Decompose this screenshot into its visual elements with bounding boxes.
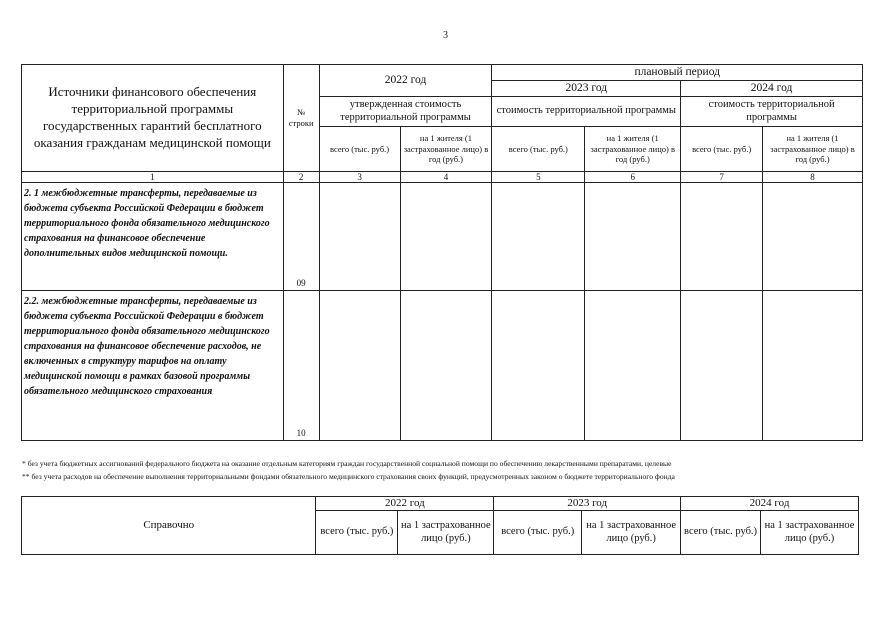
value-cell bbox=[681, 291, 763, 441]
row-number-header: № строки bbox=[283, 65, 319, 172]
ref-year-2022: 2022 год bbox=[316, 497, 494, 511]
total-header-2023: всего (тыс. руб.) bbox=[492, 127, 585, 172]
row-description: 2. 1 межбюджетные трансферты, передаваемые из бюджета субъекта Российской Федерации в бюджет территориального фонда обязательного медицинского страхования на финансовое обеспечение дополнительных видов медицинской помощи. bbox=[22, 183, 284, 291]
footnote-1: * без учета бюджетных ассигнований федерального бюджета на оказание отдельным категориям граждан государственной социальной помощи по обеспечению лекарственными препаратами, целевые bbox=[22, 459, 672, 468]
column-number: 3 bbox=[319, 172, 400, 183]
row-line-number: 10 bbox=[283, 291, 319, 441]
approved-cost-header: утвержденная стоимость территориальной программы bbox=[319, 97, 492, 127]
per-resident-header-2022: на 1 жителя (1 застрахованное лицо) в год (руб.) bbox=[400, 127, 492, 172]
ref-per-insured-2022: на 1 застрахованное лицо (руб.) bbox=[398, 511, 494, 555]
value-cell bbox=[763, 183, 863, 291]
per-resident-header-2024: на 1 жителя (1 застрахованное лицо) в год (руб.) bbox=[763, 127, 863, 172]
table-row bbox=[22, 183, 863, 291]
year-2023-header: 2023 год bbox=[492, 81, 681, 97]
column-number: 2 bbox=[283, 172, 319, 183]
column-number: 5 bbox=[492, 172, 585, 183]
per-resident-header-2023: на 1 жителя (1 застрахованное лицо) в год (руб.) bbox=[585, 127, 681, 172]
planned-period-header: плановый период bbox=[492, 65, 863, 81]
ref-total-2023: всего (тыс. руб.) bbox=[494, 511, 582, 555]
value-cell bbox=[585, 183, 681, 291]
ref-year-2023: 2023 год bbox=[494, 497, 681, 511]
year-2024-header: 2024 год bbox=[681, 81, 863, 97]
footnote-2: ** без учета расходов на обеспечение выполнения территориальными фондами обязательного медицинского страхования своих функций, предусмотренных законом о бюджете территориального фонда bbox=[22, 472, 675, 481]
column-number: 6 bbox=[585, 172, 681, 183]
value-cell bbox=[492, 183, 585, 291]
reference-table bbox=[21, 496, 859, 555]
year-2022-header: 2022 год bbox=[319, 65, 492, 97]
total-header-2024: всего (тыс. руб.) bbox=[681, 127, 763, 172]
value-cell bbox=[763, 291, 863, 441]
sources-header: Источники финансового обеспечения территориальной программы государственных гарантий бесплатного оказания гражданам медицинской помощи bbox=[22, 65, 284, 172]
value-cell bbox=[319, 291, 400, 441]
page-number: 3 bbox=[443, 30, 448, 41]
ref-year-2024: 2024 год bbox=[681, 497, 859, 511]
column-number: 1 bbox=[22, 172, 284, 183]
column-number: 4 bbox=[400, 172, 492, 183]
row-description: 2.2. межбюджетные трансферты, передаваемые из бюджета субъекта Российской Федерации в бюджет территориального фонда обязательного медицинского страхования на финансовое обеспечение расходов, не включенных в структуру тарифов на оплату медицинской помощи в рамках базовой программы обязательного медицинского страхования bbox=[22, 291, 284, 441]
ref-total-2022: всего (тыс. руб.) bbox=[316, 511, 398, 555]
program-cost-2023-header: стоимость территориальной программы bbox=[492, 97, 681, 127]
value-cell bbox=[585, 291, 681, 441]
value-cell bbox=[400, 183, 492, 291]
row-line-number: 09 bbox=[283, 183, 319, 291]
ref-per-insured-2023: на 1 застрахованное лицо (руб.) bbox=[582, 511, 681, 555]
column-number: 7 bbox=[681, 172, 763, 183]
value-cell bbox=[319, 183, 400, 291]
total-header-2022: всего (тыс. руб.) bbox=[319, 127, 400, 172]
financing-sources-table bbox=[21, 64, 863, 441]
ref-per-insured-2024: на 1 застрахованное лицо (руб.) bbox=[761, 511, 859, 555]
value-cell bbox=[400, 291, 492, 441]
program-cost-2024-header: стоимость территориальной программы bbox=[681, 97, 863, 127]
reference-label: Справочно bbox=[22, 497, 316, 555]
value-cell bbox=[681, 183, 763, 291]
value-cell bbox=[492, 291, 585, 441]
ref-total-2024: всего (тыс. руб.) bbox=[681, 511, 761, 555]
column-number: 8 bbox=[763, 172, 863, 183]
table-row bbox=[22, 291, 863, 441]
